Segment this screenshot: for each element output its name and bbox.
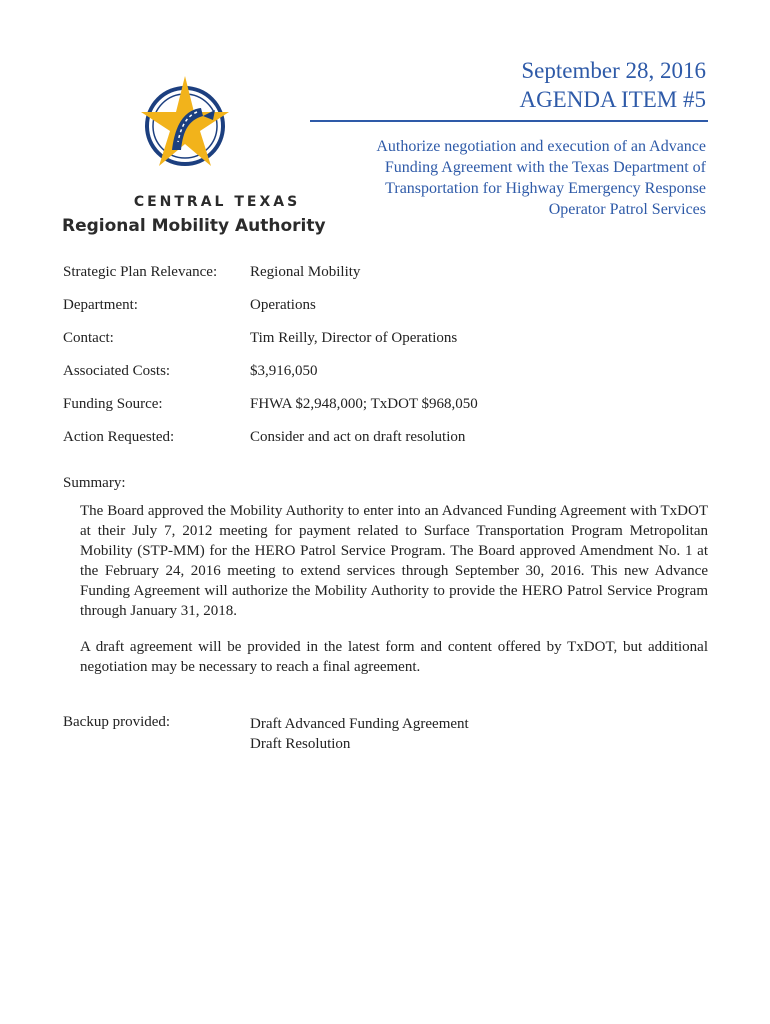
subject-line: Operator Patrol Services	[548, 201, 706, 218]
logo-text-organization: Regional Mobility Authority	[62, 216, 326, 236]
logo-text-central-texas: CENTRAL TEXAS	[133, 194, 301, 210]
subject-line: Authorize negotiation and execution of an Advance	[376, 138, 706, 155]
backup-item: Draft Advanced Funding Agreement	[250, 716, 469, 732]
backup-list	[250, 714, 469, 754]
field-label-strategic-plan: Strategic Plan Relevance:	[63, 264, 218, 280]
meeting-date: September 28, 2016	[521, 58, 706, 83]
field-label-action-requested: Action Requested:	[63, 429, 175, 445]
field-value-associated-costs: $3,916,050	[250, 363, 318, 379]
summary-paragraph: The Board approved the Mobility Authority to enter into an Advanced Funding Agreement with TxDOT at their July 7, 2012 meeting for payment related to Surface Transportation Program Metropolitan Mobility (STP-MM) for the HERO Patrol Service Program. The Board approved Amendment No. 1 at the February 24, 2016 meeting to extend services through September 30, 2016. This new Advance Funding Agreement will authorize the Mobility Authority to provide the HERO Patrol Service Program through January 31, 2018.	[80, 503, 708, 619]
field-value-contact: Tim Reilly, Director of Operations	[250, 330, 458, 346]
backup-heading: Backup provided:	[63, 714, 171, 730]
star-road-logo-icon	[141, 70, 229, 174]
field-label-contact: Contact:	[63, 330, 114, 346]
subject-line: Funding Agreement with the Texas Department of	[384, 159, 706, 176]
header-divider	[310, 120, 708, 122]
field-value-strategic-plan: Regional Mobility	[250, 264, 361, 280]
field-value-action-requested: Consider and act on draft resolution	[250, 429, 466, 445]
field-label-associated-costs: Associated Costs:	[63, 363, 171, 379]
logo	[60, 70, 326, 245]
subject-line: Transportation for Highway Emergency Response	[385, 180, 706, 197]
field-value-funding-source: FHWA $2,948,000; TxDOT $968,050	[250, 396, 478, 412]
field-label-department: Department:	[63, 297, 138, 313]
field-label-funding-source: Funding Source:	[63, 396, 163, 412]
backup-item: Draft Resolution	[250, 736, 351, 752]
field-value-department: Operations	[250, 297, 316, 313]
summary-paragraph: A draft agreement will be provided in the latest form and content offered by TxDOT, but additional negotiation may be necessary to reach a final agreement.	[80, 639, 708, 675]
summary-heading: Summary:	[63, 475, 126, 491]
agenda-subject	[306, 136, 706, 220]
agenda-item-number: AGENDA ITEM #5	[519, 87, 706, 112]
